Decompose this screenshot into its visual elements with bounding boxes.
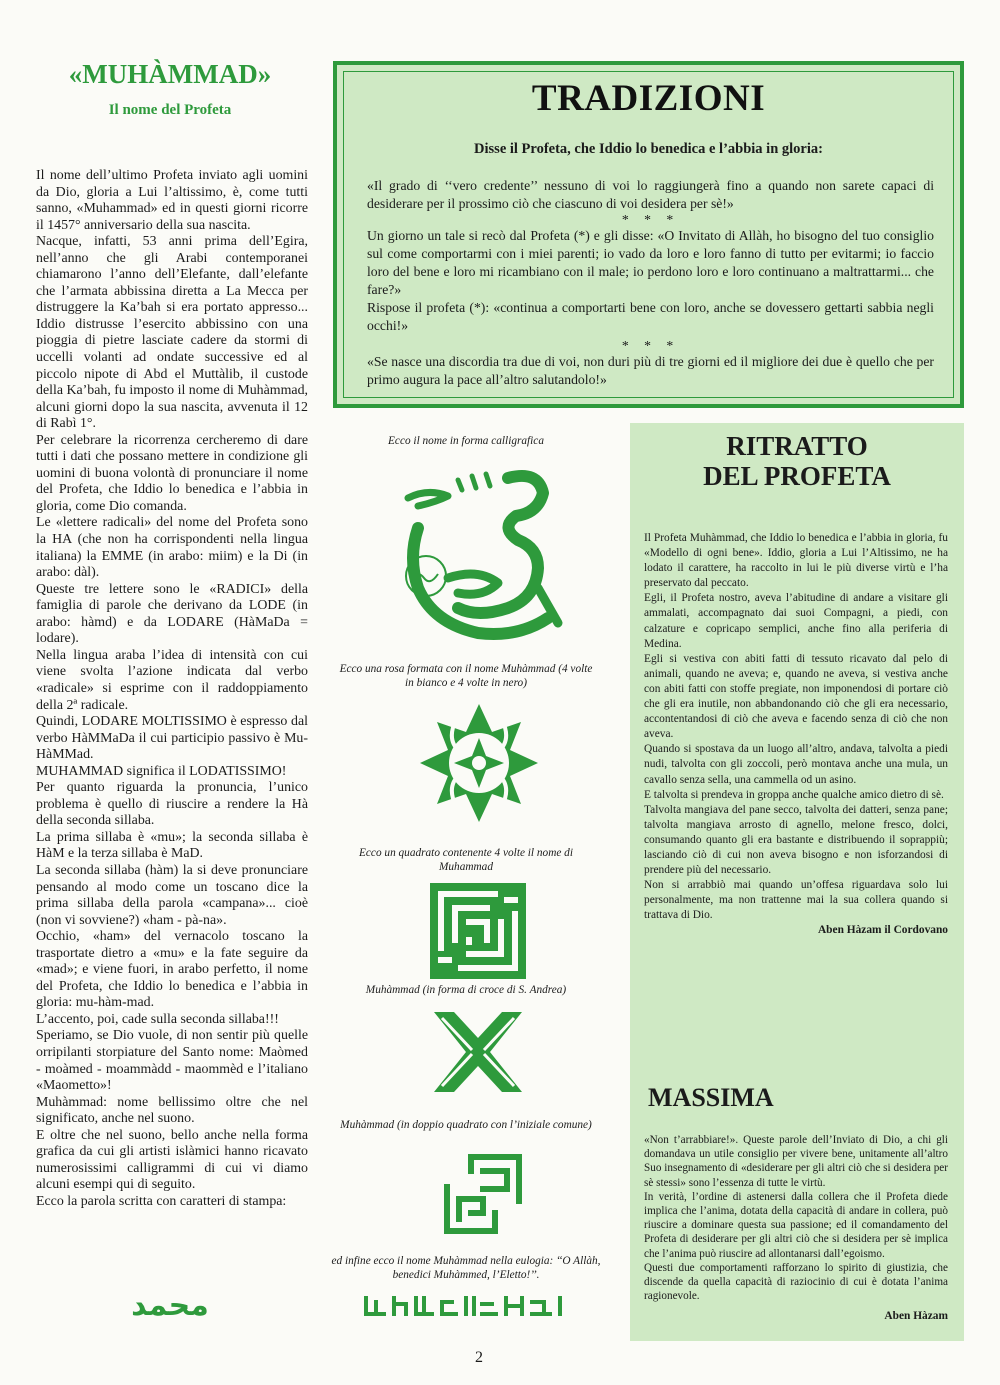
- tradizione-paragraph: Un giorno un tale si recò dal Profeta (*) e gli disse: «O Invitato di Allàh, ho bisogno del tuo consiglio sul come comportarmi con i miei parenti; io vado da loro e loro fanno di tutto per evitarmi; io faccio loro del bene e loro mi ricambiano con il male; io perdono loro e loro continuano a maltrattarmi... che fare?»: [367, 228, 934, 297]
- ritratto-paragraph: Egli si vestiva con abiti fatti di tessuto ricavato dal pelo di animali, quando ne aveva; e, quando ne aveva, si vestiva anche con abiti fatti con stoffe pregiate, non imponendosi di portare ciò che gli era inutile, non abbandonando ciò che gli era necessario, accontentandosi di ciò che aveva e facendo senza di ciò che non aveva.: [644, 652, 948, 741]
- rose-calligram-figure: [416, 700, 542, 826]
- body-paragraph: Il nome dell’ultimo Profeta inviato agli uomini da Dio, gloria a Lui l’altissimo, è, come tutti sanno, «Muhammad» ed in questi giorni ricorre il 1457° anniversario della sua nascita.: [36, 168, 308, 233]
- body-paragraph: L’accento, poi, cade sulla seconda sillaba!!!: [36, 1011, 279, 1027]
- ritratto-panel: [630, 423, 964, 1341]
- article-subtitle: Il nome del Profeta: [108, 102, 232, 118]
- massima-author: Aben Hàzam: [884, 1310, 948, 1323]
- ritratto-paragraph: E talvolta si prendeva in groppa anche qualche amico dietro di sè.: [644, 788, 944, 801]
- tradizione-paragraph: «Se nasce una discordia tra due di voi, non duri più di tre giorni ed il migliore dei due è quello che per primo augura la pace all’altro salutandolo!»: [367, 354, 934, 387]
- separator: * * *: [621, 212, 680, 227]
- body-paragraph: Speriamo, se Dio vuole, di non sentir più quelle orripilanti storpiature del Santo nome: Maòmed - moàmed - moammàdd - maommèd e l’italiano «Maometto»!: [36, 1028, 308, 1094]
- body-paragraph: Queste tre lettere sono le «RADICI» della famiglia di parole che derivano da LODE (in arabo: hàmd) e da LODARE (HàMaDa = lodare).: [36, 581, 308, 647]
- separator: * * *: [621, 338, 680, 353]
- ritratto-paragraph: Il Profeta Muhàmmad, che Iddio lo benedica e l’abbia in gloria, fu «Modello di ogni bene». Iddio, gloria a Lui l’Altissimo, ne ha lodato il carattere, ha raccolto in lui le più diverse virtù e l’ha preservato dal peccato.: [644, 532, 948, 590]
- caption-rose: Ecco una rosa formata con il nome Muhàmmad (4 volte in bianco e 4 volte in nero): [339, 663, 593, 689]
- tradizioni-subtitle: Disse il Profeta, che Iddio lo benedica e l’abbia in gloria:: [474, 141, 823, 157]
- tradizioni-title: TRADIZIONI: [531, 78, 766, 119]
- body-paragraph: Per quanto riguarda la pronuncia, l’unico problema è quello di riuscire a rendere la Hà della seconda sillaba.: [36, 780, 308, 829]
- body-paragraph: Quindi, LODARE MOLTISSIMO è espresso dal verbo HàMMaDa il cui participio passivo è Mu-HàMMad.: [36, 714, 308, 763]
- caption-calligraphy: Ecco il nome in forma calligrafica: [388, 435, 544, 447]
- body-paragraph: E oltre che nel suono, bello anche nella forma grafica da cui gli artisti islàmici hanno ricavato numerosissimi calligrammi di cui vi diamo alcuni esempi qui di seguito.: [36, 1127, 308, 1193]
- eulogy-calligraphy-figure: [362, 1292, 568, 1318]
- article-body: [36, 168, 308, 1210]
- ritratto-title-line1: RITRATTO: [726, 431, 868, 461]
- caption-eulogy: ed infine ecco il nome Muhàmmad nella eulogia: ‘‘O Allàh, benedici Muhàmmed, l’Eletto!’’.: [331, 1255, 601, 1281]
- body-paragraph: Le «lettere radicali» del nome del Profeta sono la HA (che non ha corrispondenti nella lingua italiana) la EMME (in arabo: miim) e la Di (in arabo: dàl).: [36, 515, 308, 581]
- body-paragraph: La prima sillaba è «mu»; la seconda sillaba è HàM e la terza sillaba è MaD.: [36, 829, 308, 862]
- body-paragraph: Per celebrare la ricorrenza cercheremo di dare tutti i dati che possano mettere in condizione gli uomini di buona volontà di pronunciare il nome del Profeta, che Iddio lo benedica e l’abbia in gloria, come Dio comanda.: [36, 432, 308, 514]
- ritratto-paragraph: Talvolta mangiava del pane secco, talvolta dei datteri, senza pane; talvolta mangiava arrosto di agnello, melone fresco, dolci, consumando quanto gli era bastante e distribuendo il soprappiù; lasciando ciò di cui non aveva bisogno e non isforzandosi di prendere più del necessario.: [644, 803, 948, 877]
- massima-text: [644, 1133, 948, 1324]
- tradizioni-text: [367, 177, 934, 389]
- caption-double-square: Muhàmmad (in doppio quadrato con l’iniziale comune): [340, 1119, 592, 1131]
- massima-paragraph: Questi due comportamenti rafforzano lo spirito di giustizia, che discende da quella capacità di raziocinio di cui è dotata l’anima ragionevole.: [644, 1261, 948, 1303]
- cross-calligram-figure: [428, 1006, 528, 1098]
- arabic-print-word: [100, 1287, 240, 1325]
- massima-paragraph: «Non t’arrabbiare!». Queste parole dell’Inviato di Dio, a chi gli domandava un utile consiglio per vivere bene, unitamente all’altro Suo insegnamento di «desiderare per gli altri ciò che si desidera per sè stessi» sono l’essenza di tutte le virtù.: [644, 1134, 948, 1189]
- arabic-print-word-text: محمد: [131, 1288, 209, 1323]
- massima-title: MASSIMA: [648, 1083, 774, 1112]
- body-paragraph: Muhàmmad: nome bellissimo oltre che nel significato, anche nel suono.: [36, 1094, 308, 1127]
- tradizione-paragraph: Rispose il profeta (*): «continua a comportarti bene con loro, anche se dovessero gettarti sabbia negli occhi!»: [367, 300, 934, 333]
- tradizioni-box: [333, 61, 964, 408]
- page-number: 2: [475, 1349, 483, 1366]
- body-paragraph: Occhio, «ham» del vernacolo toscano la trasportate dietro a «mu» e la fate seguire da «mad»; e viene fuori, in arabo perfetto, il nome del Profeta, che Iddio lo benedica e l’abbia in gloria: mu-hàm-mad.: [36, 929, 308, 1011]
- body-paragraph: La seconda sillaba (hàm) la si deve pronunciare pensando al modo come un toscano dice la prima sillaba della parola «campana»... cioè (non vi sovviene?) «ham - pà-na».: [36, 862, 308, 928]
- caption-cross: Muhàmmad (in forma di croce di S. Andrea): [365, 984, 567, 996]
- ritratto-paragraph: Non si arrabbiò mai quando un’offesa riguardava solo lui personalmente, ma non trattenne mai la sua collera quando si trattava di Dio.: [644, 879, 948, 922]
- body-paragraph: Nella lingua araba l’idea di intensità con cui viene svolta l’azione indicata dal verbo «radicale» si esprime con il raddoppiamento della 2ª radicale.: [36, 647, 308, 713]
- body-paragraph: Nacque, infatti, 53 anni prima dell’Egira, nell’anno che gli Arabi contemporanei chiamarono l’anno dell’Elefante, dall’elefante che l’armata abbissina diretta a La Mecca per distruggere la Ka’bah si era portato appresso... Iddio distrusse l’esercito abbissino con una pioggia di pietre lasciate cadere da stormi di uccelli volanti ad ondate successive ed al piccolo nipote di Abd el Muttàlib, il custode della Ka’bah, fu imposto il nome di Muhàmmad, alcuni giorni dopo la sua nascita, avvenuta il 12 di Rabì 1°.: [36, 234, 308, 432]
- body-paragraph: Ecco la parola scritta con caratteri di stampa:: [36, 1193, 287, 1209]
- tradizione-paragraph: «Il grado di ‘‘vero credente’’ nessuno di voi lo raggiungerà fino a quando non sarete capaci di desiderare per il prossimo ciò che ciascuno di voi desidera per sè!»: [367, 178, 934, 211]
- ritratto-text: [644, 531, 948, 939]
- body-paragraph: MUHAMMAD significa il LODATISSIMO!: [36, 763, 287, 779]
- ritratto-paragraph: Quando si spostava da un luogo all’altro, andava, talvolta a piedi nudi, talvolta con gli zoccoli, però montava anche una mula, un cavallo senza sella, una cammella od un asino.: [644, 743, 948, 786]
- double-square-figure: [440, 1150, 526, 1238]
- square-kufic-figure: [430, 883, 526, 979]
- caption-square: Ecco un quadrato contenente 4 volte il nome di Muhammad: [359, 847, 573, 873]
- article-title: «MUHÀMMAD»: [68, 59, 272, 89]
- ritratto-paragraph: Egli, il Profeta nostro, aveva l’abitudine di andare a visitare gli ammalati, accompagnato dai suoi Compagni, a piedi, con calzature e copricapo semplici, anche fino alla periferia di Medina.: [644, 592, 948, 650]
- ritratto-title-line2: DEL PROFETA: [703, 461, 891, 491]
- calligraphy-name-figure: [388, 458, 568, 648]
- ritratto-title: [630, 431, 964, 491]
- ritratto-author: Aben Hàzam il Cordovano: [817, 924, 948, 937]
- massima-paragraph: In verità, l’ordine di astenersi dalla collera che il Profeta diede implica che l’anima, dotata della capacità di andare in collera, può riuscire a dominare questa sua passione; ed il comandamento del Profeta di desiderare per gli altri ciò che si desidera per sè implica che l’anima può riuscire ad allontanarsi dall’egoismo.: [644, 1190, 948, 1260]
